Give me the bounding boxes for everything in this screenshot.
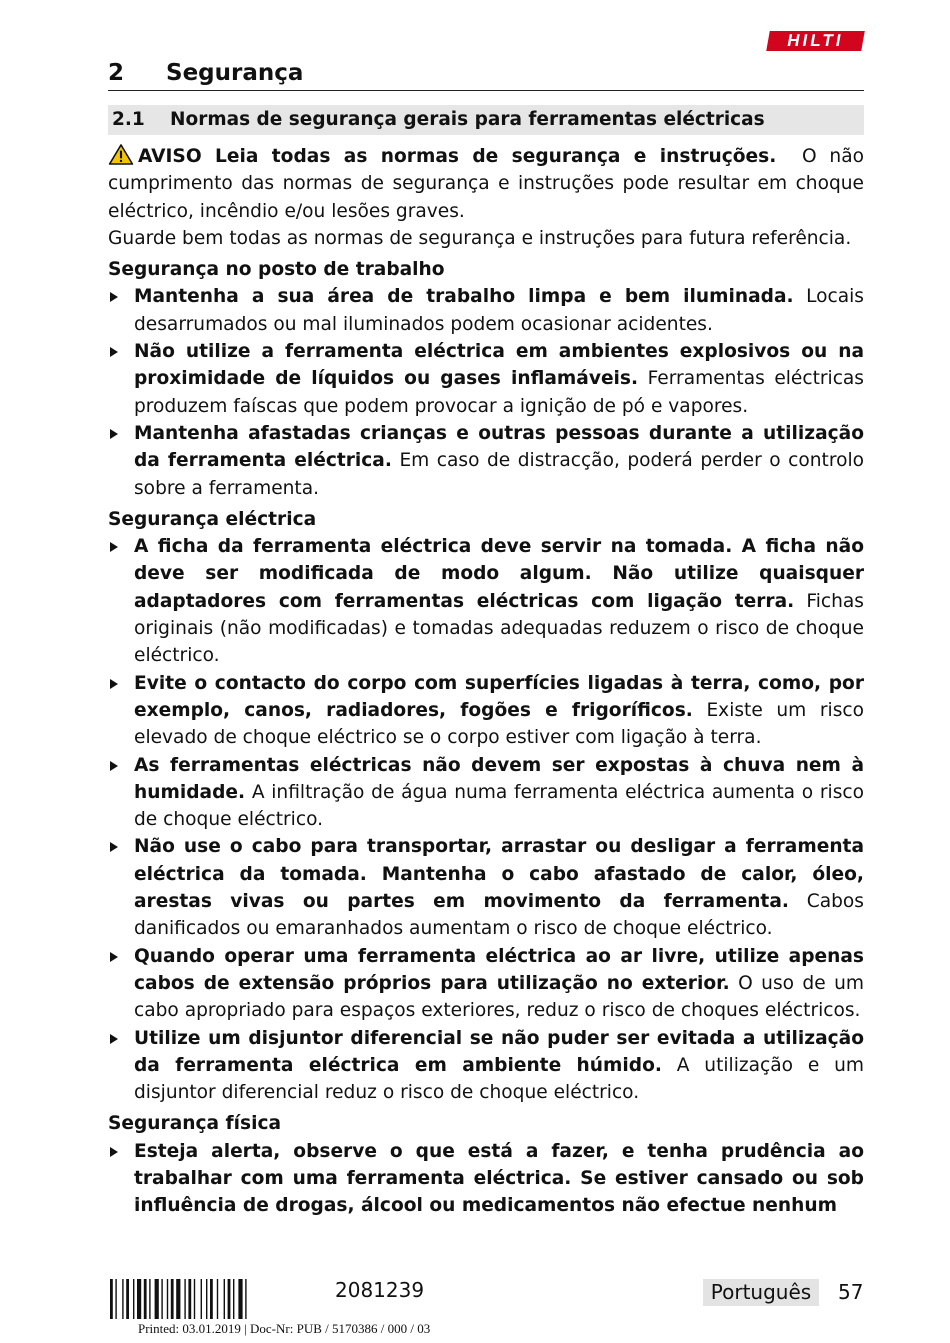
- barcode-bar: [224, 1279, 225, 1319]
- item-explanation: Locais desarrumados ou mal iluminados podem ocasionar acidentes.: [134, 286, 864, 335]
- section-title: Normas de segurança gerais para ferramentas eléctricas: [170, 109, 765, 130]
- item-instruction: Mantenha afastadas crianças e outras pessoas durante a utilização da ferramenta eléctrica.: [134, 422, 864, 472]
- barcode-bar: [233, 1279, 234, 1319]
- item-instruction: Evite o contacto do corpo com superfícies ligadas à terra, como, por exemplo, canos, radiadores, fogões e frigoríficos.: [134, 672, 864, 721]
- chapter-heading: [108, 58, 864, 91]
- item-explanation: Cabos danificados ou emaranhados aumentam o risco de choque eléctrico.: [134, 891, 864, 940]
- item-instruction: Não utilize a ferramenta eléctrica em ambientes explosivos ou na proximidade de líquidos ou gases inflamáveis.: [134, 341, 864, 390]
- warning-paragraph: [108, 143, 864, 225]
- triangle-bullet-icon: [110, 679, 118, 689]
- printed-info: Printed: 03.01.2019 | Doc-Nr: PUB / 5170386 / 000 / 03: [138, 1321, 431, 1336]
- barcode-bar: [228, 1279, 231, 1319]
- barcode-bar: [155, 1279, 159, 1319]
- warning-text: O não cumprimento das normas de segurança e instruções pode resultar em choque eléctrico, incêndio e/ou lesões graves.: [108, 146, 864, 222]
- group-heading: Segurança no posto de trabalho: [108, 259, 445, 281]
- list-item: [108, 833, 864, 942]
- section-heading: [108, 105, 864, 135]
- triangle-bullet-icon: [110, 1147, 118, 1157]
- item-explanation: Em caso de distracção, poderá perder o controlo sobre a ferramenta.: [134, 450, 864, 499]
- warning-lead: AVISO Leia todas as normas de segurança e instruções.: [138, 146, 777, 167]
- list-item: [108, 283, 864, 338]
- barcode-bar: [201, 1279, 202, 1319]
- warning-triangle-icon: [108, 144, 134, 165]
- chapter-number: 2: [108, 60, 125, 86]
- hilti-logo: HILTI: [766, 31, 865, 51]
- barcode-bar: [149, 1279, 150, 1319]
- barcode-bar: [210, 1279, 213, 1319]
- barcode: [110, 1279, 315, 1319]
- safety-groups: [108, 256, 864, 1219]
- item-explanation: Ferramentas eléctricas produzem faíscas que podem provocar a ignição de pó e vapores.: [134, 368, 864, 417]
- item-explanation: A utilização e um disjuntor diferencial reduz o risco de choque eléctrico.: [134, 1054, 864, 1104]
- section-number: 2.1: [112, 109, 145, 130]
- list-item: [108, 1025, 864, 1107]
- document-number: 2081239: [335, 1278, 425, 1302]
- group-heading: Segurança eléctrica: [108, 508, 317, 530]
- item-instruction: As ferramentas eléctricas não devem ser expostas à chuva nem à humidade.: [134, 754, 864, 803]
- triangle-bullet-icon: [110, 842, 118, 852]
- barcode-bar: [171, 1279, 174, 1319]
- list-item: [108, 533, 864, 669]
- barcode-bar: [194, 1279, 195, 1319]
- item-instruction: Utilize um disjuntor diferencial se não puder ser evitada a utilização da ferramenta eléctrica em ambiente húmido.: [134, 1027, 864, 1076]
- bullet-list: [108, 283, 864, 501]
- barcode-bar: [245, 1279, 246, 1319]
- bullet-list: [108, 1138, 864, 1220]
- barcode-bar: [176, 1279, 180, 1319]
- list-item: [108, 420, 864, 502]
- item-explanation: Fichas originais (não modificadas) e tomadas adequadas reduzem o risco de choque eléctrico.: [134, 590, 864, 667]
- barcode-bar: [167, 1279, 168, 1319]
- list-item: [108, 670, 864, 752]
- bullet-list: [108, 533, 864, 1106]
- barcode-bar: [126, 1279, 129, 1319]
- triangle-bullet-icon: [110, 952, 118, 962]
- triangle-bullet-icon: [110, 292, 118, 302]
- page-number: 57: [838, 1280, 864, 1304]
- triangle-bullet-icon: [110, 1034, 118, 1044]
- barcode-bar: [144, 1279, 147, 1319]
- list-item: [108, 1138, 864, 1220]
- barcode-bar: [188, 1279, 191, 1319]
- list-item: [108, 752, 864, 834]
- barcode-bar: [137, 1279, 141, 1319]
- item-explanation: Existe um risco elevado de choque eléctrico se o corpo estiver com ligação à terra.: [134, 699, 864, 749]
- triangle-bullet-icon: [110, 542, 118, 552]
- item-instruction: Não use o cabo para transportar, arrastar ou desligar a ferramenta eléctrica da tomada. Mantenha o cabo afastado de calor, óleo, arestas vivas ou partes em movimento da ferramenta.: [134, 836, 864, 913]
- barcode-bar: [217, 1279, 218, 1319]
- keep-note: Guarde bem todas as normas de segurança e instruções para futura referência.: [108, 227, 852, 249]
- barcode-bar: [110, 1279, 113, 1319]
- list-item: [108, 943, 864, 1025]
- item-explanation: A infiltração de água numa ferramenta eléctrica aumenta o risco de choque eléctrico.: [134, 781, 864, 831]
- triangle-bullet-icon: [110, 429, 118, 439]
- item-instruction: Esteja alerta, observe o que está a fazer, e tenha prudência ao trabalhar com uma ferramenta eléctrica. Se estiver cansado ou sob influência de drogas, álcool ou medicamentos não efectue nenhum: [134, 1140, 864, 1217]
- barcode-bar: [184, 1279, 185, 1319]
- item-instruction: Quando operar uma ferramenta eléctrica ao ar livre, utilize apenas cabos de extensão próprios para utilização no exterior.: [134, 945, 864, 994]
- item-instruction: A ficha da ferramenta eléctrica deve servir na tomada. A ficha não deve ser modificada de modo algum. Não utilize quaisquer adaptadores com ferramentas eléctricas com ligação terra.: [134, 536, 864, 612]
- item-instruction: Mantenha a sua área de trabalho limpa e bem iluminada.: [134, 286, 794, 308]
- group-heading: Segurança física: [108, 1113, 282, 1135]
- barcode-bar: [122, 1279, 123, 1319]
- barcode-bar: [238, 1279, 242, 1319]
- triangle-bullet-icon: [110, 347, 118, 357]
- barcode-bar: [206, 1279, 207, 1319]
- barcode-bar: [161, 1279, 162, 1319]
- barcode-bar: [133, 1279, 134, 1319]
- list-item: [108, 338, 864, 420]
- language-label: Português: [703, 1279, 819, 1306]
- content-body: [108, 143, 864, 1220]
- triangle-bullet-icon: [110, 761, 118, 771]
- barcode-bar: [115, 1279, 116, 1319]
- chapter-title: Segurança: [166, 60, 304, 86]
- item-explanation: O uso de um cabo apropriado para espaços exteriores, reduz o risco de choques eléctricos.: [134, 972, 864, 1022]
